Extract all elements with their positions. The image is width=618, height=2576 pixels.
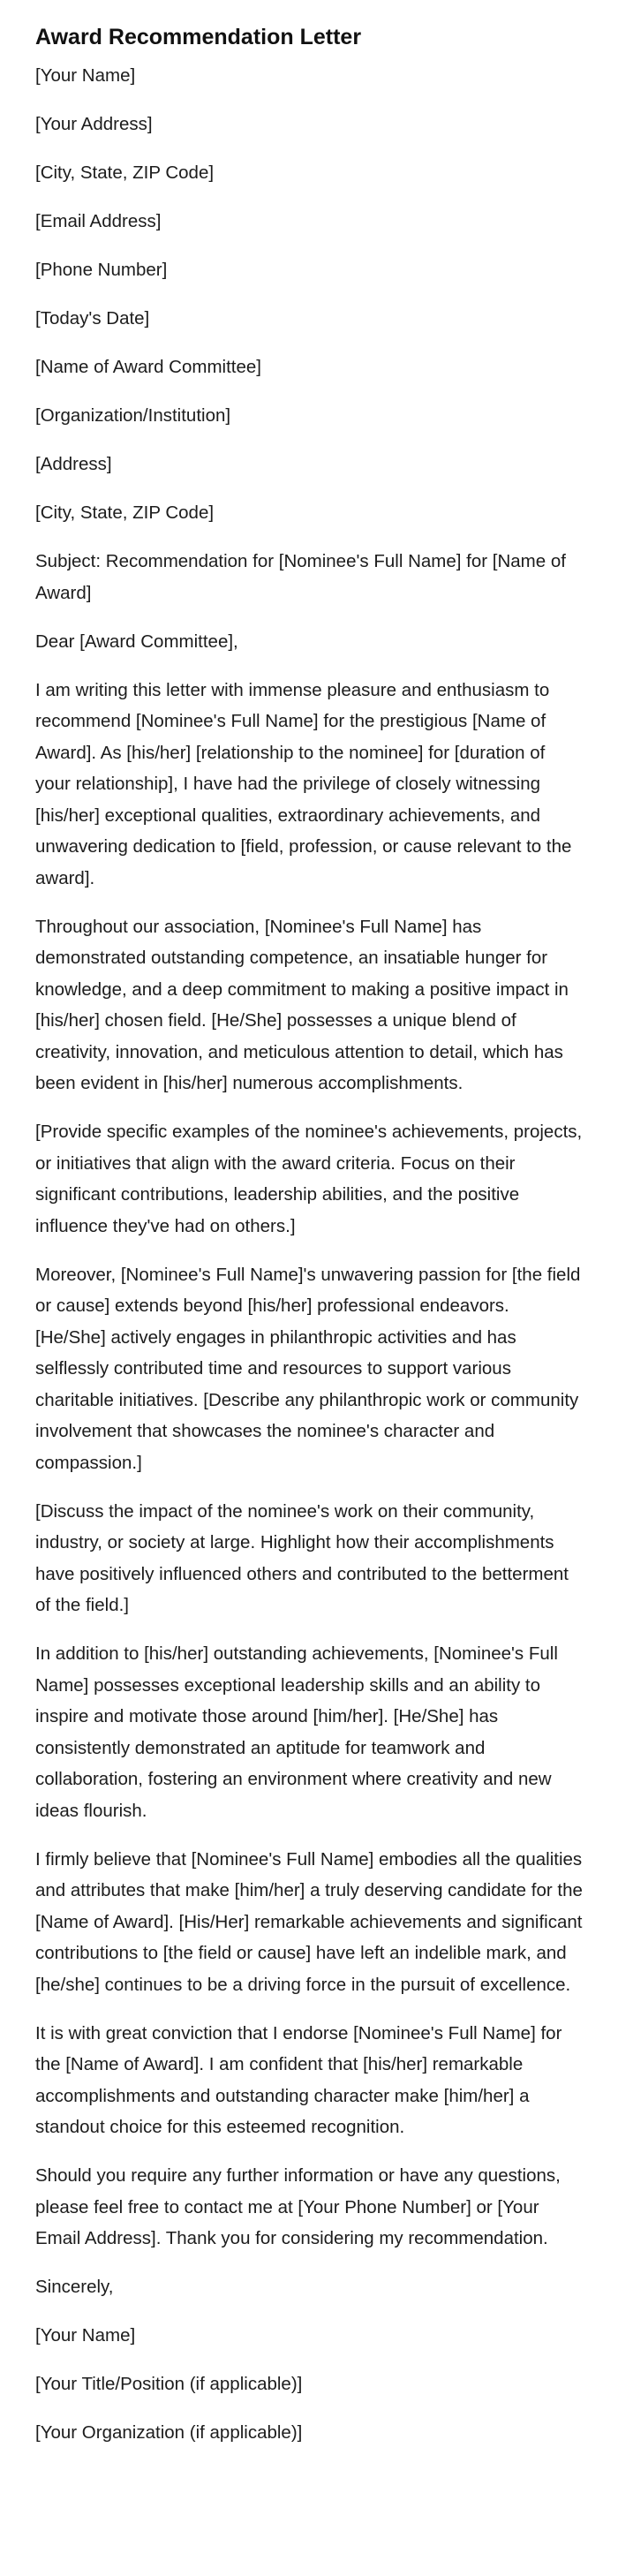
closing: Sincerely, [35, 2277, 114, 2297]
sender-city-state-zip: [City, State, ZIP Code] [35, 162, 215, 183]
signature-name: [Your Name] [35, 2325, 136, 2346]
salutation: Dear [Award Committee], [35, 631, 238, 652]
signature-title: [Your Title/Position (if applicable)] [35, 2374, 303, 2394]
body-paragraph-contact: Should you require any further information or have any questions, please feel free to contact me at [Your Phone Number] or [Your Email Address]. Thank you for considering my recommendation. [35, 2165, 561, 2248]
recipient-address: [Address] [35, 454, 112, 474]
body-paragraph-philanthropy: Moreover, [Nominee's Full Name]'s unwavering passion for [the field or cause] extends beyond [his/her] professional endeavors. [He/She] actively engages in philanthropic activities and has selflessly contributed time and resources to support various charitable initiatives. [Describe any philanthropic work or community involvement that showcases the nominee's character and compassion.] [35, 1264, 581, 1473]
body-paragraph-belief: I firmly believe that [Nominee's Full Name] embodies all the qualities and attributes that make [him/her] a truly deserving candidate for the [Name of Award]. [His/Her] remarkable achievements and significant contributions to [the field or cause] have left an indelible mark, and [he/she] continues to be a driving force in the pursuit of excellence. [35, 1848, 583, 1995]
body-paragraph-intro: I am writing this letter with immense pleasure and enthusiasm to recommend [Nominee's Full Name] for the prestigious [Name of Award]. As [his/her] [relationship to the nominee] for [duration of your relationship], I have had the privilege of closely witnessing [his/her] exceptional qualities, extraordinary achievements, and unwavering dedication to [field, profession, or cause relevant to the award]. [35, 679, 572, 888]
letter-date: [Today's Date] [35, 308, 150, 329]
recipient-city-state-zip: [City, State, ZIP Code] [35, 502, 215, 523]
sender-address: [Your Address] [35, 114, 153, 134]
body-paragraph-association: Throughout our association, [Nominee's Full Name] has demonstrated outstanding competence, an insatiable hunger for knowledge, and a deep commitment to making a positive impact in [his/her] chosen field. [He/She] possesses a unique blend of creativity, innovation, and meticulous attention to detail, which has been evident in [his/her] numerous accomplishments. [35, 916, 569, 1093]
body-paragraph-examples: [Provide specific examples of the nominee's achievements, projects, or initiatives that align with the award criteria. Focus on their significant contributions, leadership abilities, and the positive influence they've had on others.] [35, 1122, 583, 1236]
body-paragraph-impact: [Discuss the impact of the nominee's work on their community, industry, or society at large. Highlight how their accomplishments have positively influenced others and contributed to the betterment of the field.] [35, 1500, 569, 1615]
subject-line: Subject: Recommendation for [Nominee's Full Name] for [Name of Award] [35, 551, 566, 603]
body-paragraph-leadership: In addition to [his/her] outstanding achievements, [Nominee's Full Name] possesses exceptional leadership skills and an ability to inspire and motivate those around [him/her]. [He/She] has consistently demonstrated an aptitude for teamwork and collaboration, fostering an environment where creativity and new ideas flourish. [35, 1643, 558, 1821]
sender-email: [Email Address] [35, 211, 162, 231]
recipient-committee: [Name of Award Committee] [35, 357, 261, 377]
document-title: Award Recommendation Letter [35, 25, 362, 49]
signature-organization: [Your Organization (if applicable)] [35, 2422, 303, 2443]
sender-name: [Your Name] [35, 65, 136, 86]
body-paragraph-endorsement: It is with great conviction that I endorse [Nominee's Full Name] for the [Name of Award]. I am confident that [his/her] remarkable accomplishments and outstanding character make [him/her] a standout choice for this esteemed recognition. [35, 2022, 562, 2137]
recipient-organization: [Organization/Institution] [35, 405, 231, 426]
sender-phone: [Phone Number] [35, 260, 168, 280]
